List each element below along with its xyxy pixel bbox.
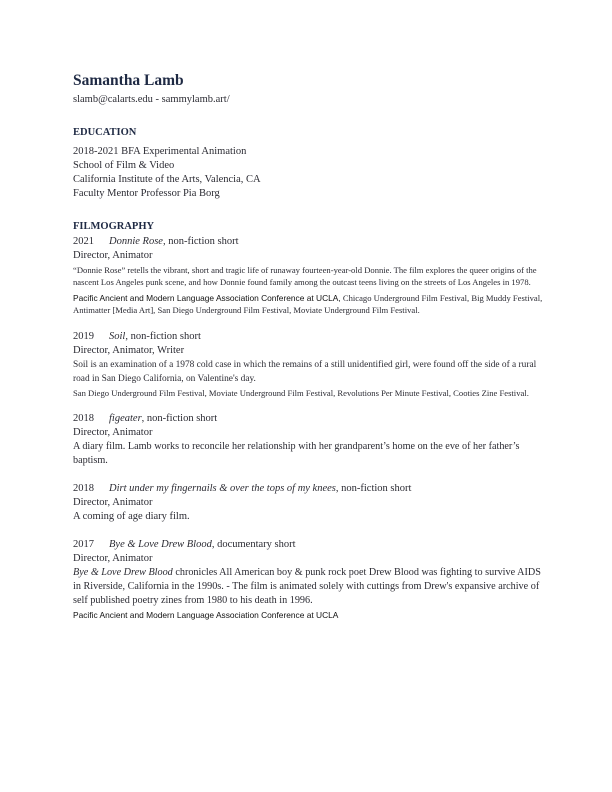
film-type: , non-fiction short bbox=[125, 330, 201, 342]
education-line: Faculty Mentor Professor Pia Borg bbox=[73, 188, 220, 199]
film-festivals bbox=[73, 292, 543, 317]
film-title: Soil bbox=[109, 330, 126, 342]
film-description: “Donnie Rose” retells the vibrant, short and tragic life of runaway fourteen-year-old Donnie. The film explores the queer origins of the nascent Los Angeles punk scene, and how Donnie found family among the outcast teens living on the streets of Los Angeles in 1978. bbox=[73, 265, 537, 288]
film-role: Director, Animator bbox=[73, 497, 153, 509]
film-role: Director, Animator, Writer bbox=[73, 344, 185, 356]
film-role: Director, Animator bbox=[73, 427, 153, 439]
film-year: 2019 bbox=[73, 330, 94, 342]
education-line: School of Film & Video bbox=[73, 160, 175, 171]
film-festivals: Pacific Ancient and Modern Language Association Conference at UCLA bbox=[73, 610, 339, 621]
film-title: Donnie Rose, bbox=[109, 236, 166, 247]
resume-page bbox=[73, 72, 543, 621]
education-section bbox=[73, 126, 543, 201]
film-description: A diary film. Lamb works to reconcile her relationship with her grandparent’s home on the eve of her father’s baptism. bbox=[73, 441, 520, 467]
film-title-line bbox=[73, 412, 543, 426]
film-title-line bbox=[73, 330, 543, 344]
film-year: 2017 bbox=[73, 539, 94, 551]
contact-line: slamb@calarts.edu - sammylamb.art/ bbox=[73, 94, 230, 105]
description-text: chronicles All American boy & punk rock poet Drew Blood was fighting to survive AIDS in Riverside, California in the 1990s. - The film is animated solely with cuttings from Drew's expansive archive of self published poetry zines from 1980 to his death in 1996. bbox=[73, 567, 541, 607]
name-heading: Samantha Lamb bbox=[73, 72, 184, 89]
film-festivals: San Diego Underground Film Festival, Moviate Underground Film Festival, Revolutions Per Minute Festival, Cooties Zine Festival. bbox=[73, 387, 529, 398]
film-title-line bbox=[73, 482, 543, 496]
filmography-heading: FILMOGRAPHY bbox=[73, 221, 155, 232]
film-type: , non-fiction short bbox=[335, 483, 412, 495]
film-entry bbox=[73, 330, 543, 399]
film-entry bbox=[73, 538, 543, 621]
film-year: 2018 bbox=[73, 483, 94, 495]
film-title: figeater bbox=[109, 413, 142, 425]
film-title-line bbox=[73, 235, 543, 249]
education-heading: EDUCATION bbox=[73, 127, 137, 138]
film-title: Dirt under my fingernails & over the tops of my knees bbox=[109, 483, 336, 495]
film-year: 2021 bbox=[73, 236, 94, 247]
film-description bbox=[73, 566, 543, 608]
film-type: , documentary short bbox=[211, 539, 296, 551]
description-film-title: Bye & Love Drew Blood bbox=[73, 567, 173, 579]
film-title-line bbox=[73, 538, 543, 552]
festival-lead: Pacific Ancient and Modern Language Association Conference at UCLA, bbox=[73, 292, 341, 303]
film-title: Bye & Love Drew Blood bbox=[109, 539, 212, 551]
film-type: , non-fiction short bbox=[141, 413, 218, 425]
film-type: non-fiction short bbox=[165, 236, 239, 247]
film-entry bbox=[73, 235, 543, 317]
film-description: Soil is an examination of a 1978 cold case in which the remains of a still unidentified girl, were found off the side of a rural road in San Diego California, on Valentine's day. bbox=[73, 359, 537, 384]
film-role: Director, Animator bbox=[73, 553, 153, 565]
film-entry bbox=[73, 412, 543, 468]
festival-rest: Chicago Underground Film Festival, Big Muddy Festival, Antimatter [Media Art], San Diego Underground Film Festival, Moviate Underground Film Festival. bbox=[73, 292, 543, 316]
filmography-section bbox=[73, 220, 543, 621]
film-description: A coming of age diary film. bbox=[73, 511, 190, 523]
film-role: Director, Animator bbox=[73, 250, 153, 261]
education-line: 2018-2021 BFA Experimental Animation bbox=[73, 146, 247, 157]
education-line: California Institute of the Arts, Valencia, CA bbox=[73, 174, 261, 185]
film-entry bbox=[73, 482, 543, 524]
film-year: 2018 bbox=[73, 413, 94, 425]
